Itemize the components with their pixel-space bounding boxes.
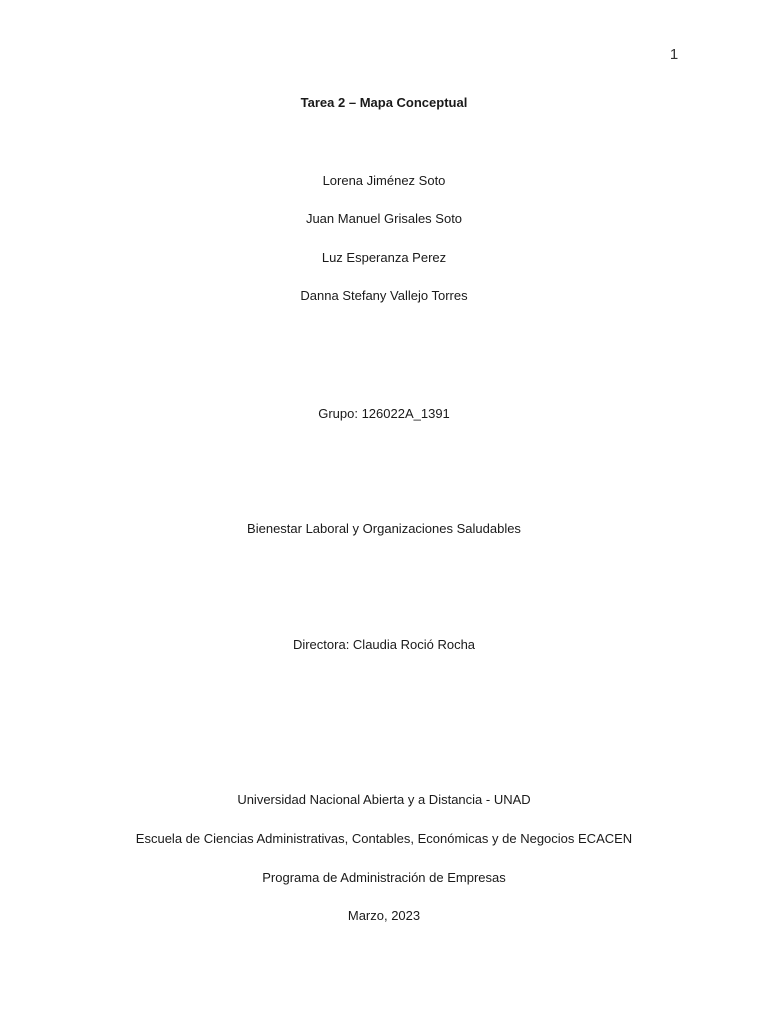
page-number: 1: [669, 46, 679, 63]
author-name: Lorena Jiménez Soto: [322, 173, 446, 188]
author-name: Danna Stefany Vallejo Torres: [300, 288, 468, 303]
program-name: Programa de Administración de Empresas: [262, 870, 506, 885]
author-name: Luz Esperanza Perez: [321, 250, 447, 265]
director-name: Directora: Claudia Roció Rocha: [292, 637, 476, 652]
group-code: Grupo: 126022A_1391: [318, 406, 450, 421]
author-name: Juan Manuel Grisales Soto: [305, 211, 463, 226]
university-name: Universidad Nacional Abierta y a Distancia - UNAD: [237, 792, 531, 807]
course-name: Bienestar Laboral y Organizaciones Saludables: [247, 521, 521, 536]
document-title: Tarea 2 – Mapa Conceptual: [300, 95, 468, 110]
school-name: Escuela de Ciencias Administrativas, Contables, Económicas y de Negocios ECACEN: [135, 831, 633, 846]
document-date: Marzo, 2023: [347, 908, 421, 923]
